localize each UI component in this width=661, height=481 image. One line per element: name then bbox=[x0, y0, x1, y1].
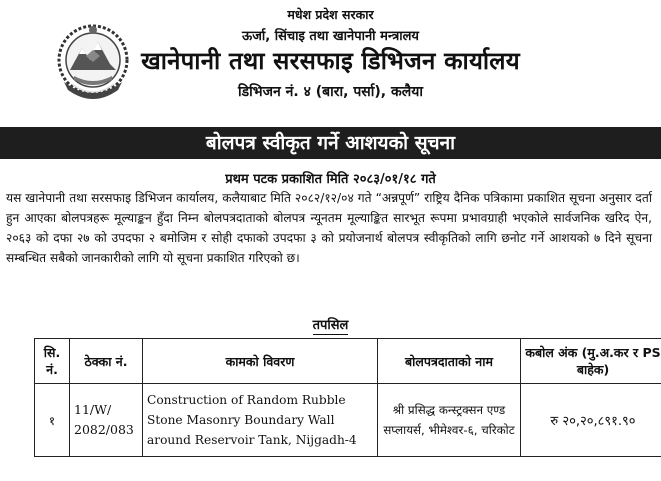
ministry-name: ऊर्जा, सिंचाइ तथा खानेपानी मन्त्रालय bbox=[242, 29, 419, 44]
header-bidder: बोलपत्रदाताको नाम bbox=[378, 339, 521, 384]
cell-sn: १ bbox=[35, 384, 70, 457]
office-name: खानेपानी तथा सरसफाइ डिभिजन कार्यालय bbox=[141, 47, 520, 75]
notice-title: बोलपत्र स्वीकृत गर्ने आशयको सूचना bbox=[0, 127, 661, 159]
division-name: डिभिजन नं. ४ (बारा, पर्सा), कलैया bbox=[238, 84, 423, 100]
table-header-row bbox=[35, 339, 661, 384]
table-row bbox=[35, 384, 661, 457]
bid-table bbox=[34, 338, 661, 457]
schedule-heading-text: तपसिल bbox=[312, 318, 349, 333]
header-amount: कबोल अंक (मु.अ.कर र PS बाहेक) bbox=[521, 339, 661, 384]
government-name: मधेश प्रदेश सरकार bbox=[287, 7, 374, 22]
cell-amount: रु २०,२०,८९१.९० bbox=[521, 384, 661, 457]
cell-description: Construction of Random Rubble Stone Masonry Boundary Wall around Reservoir Tank, Nijgadh-4 bbox=[143, 384, 378, 457]
header-description: कामको विवरण bbox=[143, 339, 378, 384]
first-published-date: प्रथम पटक प्रकाशित मिति २०८३/०१/१८ गते bbox=[225, 172, 436, 187]
notice-body: यस खानेपानी तथा सरसफाइ डिभिजन कार्यालय, कलैयाबाट मिति २०८२/१२/०४ गते “अन्नपूर्ण” राष्ट्रिय दैनिक पत्रिकामा प्रकाशित सूचना अनुसार दर्ता हुन आएका बोलपत्रहरू मूल्याङ्कन हुँदा निम्न बोलपत्रदाताको बोलपत्र न्यूनतम मूल्याङ्कित सारभूत रूपमा प्रभावग्राही भएकोले सार्वजनिक खरिद ऐन, २०६३ को दफा २७ को उपदफा २ बमोजिम र सोही दफाको उपदफा ३ को प्रयोजनार्थ बोलपत्र स्वीकृतिको लागि छनोट गर्ने आशयको ७ दिने सूचना सम्बन्धित सबैको जानकारीको लागि यो सूचना प्रकाशित गरिएको छ। bbox=[6, 191, 652, 265]
schedule-heading bbox=[0, 315, 661, 333]
cell-bidder: श्री प्रसिद्ध कन्स्ट्रक्सन एण्ड सप्लायर्स, भीमेश्वर-६, चरिकोट bbox=[378, 384, 521, 457]
header-contract-no: ठेक्का नं. bbox=[70, 339, 143, 384]
cell-contract-no: 11/W/ 2082/083 bbox=[70, 384, 143, 457]
header-sn: सि. नं. bbox=[35, 339, 70, 384]
